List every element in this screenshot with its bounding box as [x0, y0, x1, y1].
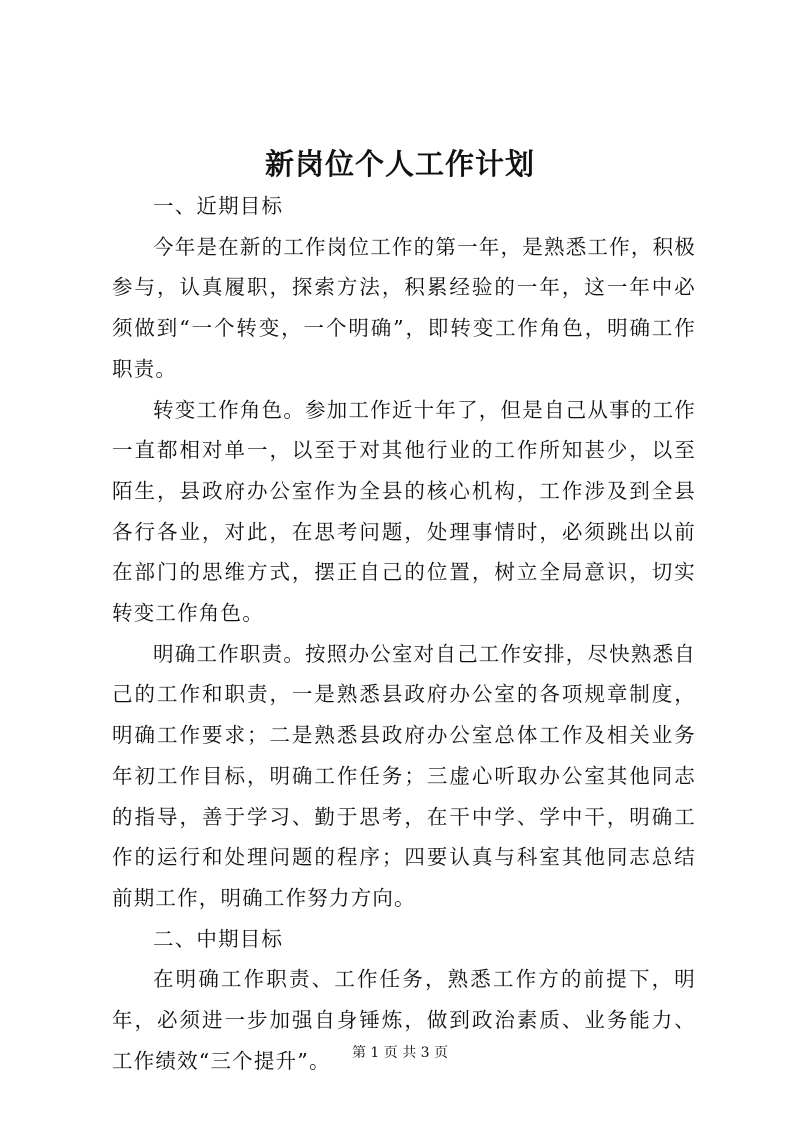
section-heading-mid-term: 二、中期目标: [153, 926, 284, 951]
paragraph-mid-term: 在明确工作职责、工作任务，熟悉工作方的前提下，明年，必须进一步加强自身锤炼，做到政治素质、业务能力、工作绩效“三个提升”。: [112, 967, 696, 1073]
section-heading-near-term: 一、近期目标: [153, 194, 284, 218]
page-footer: 第 1 页 共 3 页: [351, 1045, 449, 1061]
paragraph-role-change: 转变工作角色。参加工作近十年了，但是自己从事的工作一直都相对单一，以至于对其他行业的工作所知甚少，以至陌生，县政府办公室作为全县的核心机构，工作涉及到全县各行各业，对此，在思考问题，处理事情时，必须跳出以前在部门的思维方式，摆正自己的位置，树立全局意识，切实转变工作角色。: [112, 397, 696, 626]
document-title: 新岗位个人工作计划: [264, 147, 535, 181]
document-body: [112, 186, 696, 1081]
paragraph-duties: 明确工作职责。按照办公室对自己工作安排，尽快熟悉自己的工作和职责，一是熟悉县政府办公室的各项规章制度，明确工作要求；二是熟悉县政府办公室总体工作及相关业务年初工作目标，明确工作任务；三虚心听取办公室其他同志的指导，善于学习、勤于思考，在干中学、学中干，明确工作的运行和处理问题的程序；四要认真与科室其他同志总结前期工作，明确工作努力方向。: [112, 641, 696, 910]
paragraph-intro: 今年是在新的工作岗位工作的第一年，是熟悉工作，积极参与，认真履职，探索方法，积累经验的一年，这一年中必须做到“一个转变，一个明确”，即转变工作角色，明确工作职责。: [112, 234, 696, 381]
